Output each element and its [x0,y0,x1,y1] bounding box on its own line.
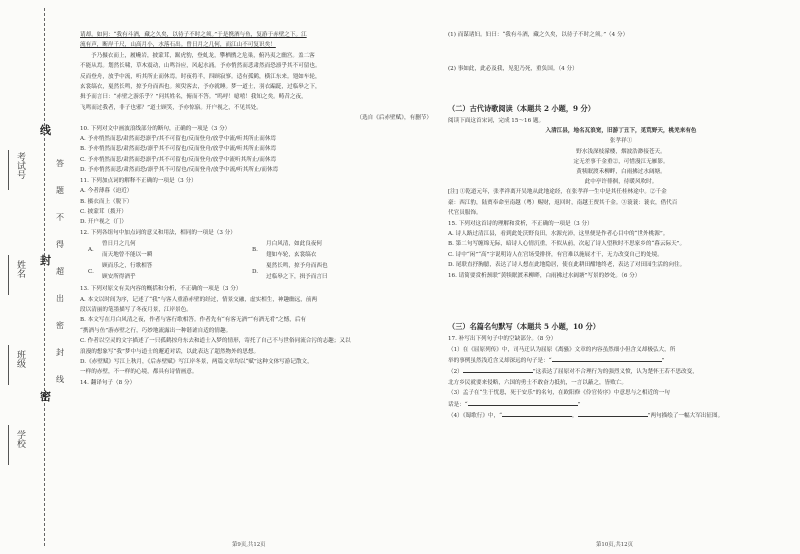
option-pair: 戛然长鸣，掠予舟而西也 过临皋之下，揖予而言曰 [266,263,328,281]
exam-number-label: 考试号 [15,152,25,179]
option: B. 摄衣而上（脱下） [80,198,133,205]
poem-line: 黄犊眠渡禾柳畔，白雨拂过水阔塘。 [576,169,666,176]
seal-instruction: 答 题 不 得 超 出 密 封 线 [56,159,64,384]
binding-margin [0,0,72,554]
fill-blank[interactable] [463,366,533,373]
fill-blank[interactable] [502,410,572,417]
right-column [448,30,794,421]
option: B. 予亦悄然而悲/肃然而恐/凛乎其不可留也/反而登舟/放乎中流/听其所止而休焉 [80,146,277,153]
question-17: 17. 补写出下列句子中的空缺部分。（8 分） [448,336,557,343]
class-label: 班级 [15,350,25,368]
option-pair: 曾日月之几何 而天地曾不能以一瞬 [102,241,153,259]
option: A. 本文以时间为序，记述了“我”与客人重游赤壁的经过，情景交融，虚实相生，神趣幽远，前两 [80,296,318,303]
answer-space [448,75,794,97]
poem-line: 定无差事千金重②，可惜漫江无雁影。 [573,158,669,165]
name-line [8,255,9,295]
fill-item: 举的事例虽然浅近含义却深远的句子是：“ ” [448,355,794,366]
poem-line: 野水浅深枝濛楼，烟波浩渺接苍天。 [576,148,666,155]
question-13: 13. 下列对原文有关内容的概括和分析，不正确的一项是（3 分） [80,286,242,293]
poem-title: 入清江县，地名瓦浪宽，旧游丁丑下，觅荒野天，桃羌来有色 [545,128,697,135]
page-footer-left: 第9页,共12页 [232,542,266,548]
poem-note: 豪：西江豹，陆贾奉命至南越（粤）赐财，返回时，南越王贾其千金。③蓑蓑：蓑衣，借代百 [448,199,678,206]
option: C. 作者以空灵的文字描述了一只孤鹤掠舟东去和道士入梦的情形，寄托了自己不与世俗同流合污的志趣；又以 [80,338,351,345]
fill-item: （3）孟子在“生于忧患，死于安乐”的名句，在欧阳修《伶官传序》中意思与之相近的一句 [448,390,670,397]
q12-options [88,239,432,283]
fill-item: （2） ”这表达了屈原对不合理行为的强烈义愤，认为楚怀王若不思改变， [448,366,794,377]
question-12: 12. 下列各组句中加点词的意义和用法，相同的一项是（3 分） [80,229,236,236]
option: D. 尾联直抒胸臆，表达了诗人想在此地隐居，使在此耕田酣地终老，表达了对田园生活的向往。 [448,262,686,269]
option: “携酒与鱼”游赤壁之行，巧妙地流露出一种谐谑自适的情趣。 [80,327,232,334]
answer-space [448,281,794,315]
option: A. 诗人路过清江县，看到此处沃野良田，水源充沛，这里便是作者心目中的“世外桃源”。 [448,231,669,238]
answer-space [448,40,794,64]
fill-item: 话是：“ ” [448,399,794,410]
passage-source: （选自《后赤壁赋》，有删节） [356,115,432,122]
fill-blank[interactable] [578,410,648,417]
option-pair: 月白风清，如此良夜何 翅如车轮，玄裳缟衣 [266,241,322,259]
option: 浪漫的想象写“我”梦中与道士的邂逅对话，以此表达了超然物外的思想。 [80,348,260,355]
page-footer-right: 第10页,共12页 [596,542,633,548]
fill-blank[interactable] [468,399,578,406]
question-15: 15. 下列对这首诗的理解和赏析，不正确的一项是（3 分） [448,220,593,227]
option-letter: B. [252,246,258,253]
section-title: （二）古代诗歌阅读（本题共 2 小题，9 分） [448,103,595,113]
option: D. 开户视之（门） [80,219,127,226]
passage-line: 流有声，断岸千尺，山高月小，水落石出。曾日月之几何，而江山不可复识矣！ [80,42,276,49]
poem-author: 张孝祥① [609,138,633,145]
poem-note: 代官员服饰。 [448,210,482,217]
seal-mark-xian: 线 [40,124,51,137]
option: B. 第二句写缠绵无际，暗诗人心情沉重，不似从前，次起了诗人望秋时不思家乡的“暮云际天”。 [448,241,686,248]
option: 一样的赤壁，不一样的心境，都具有诗情画意。 [80,369,198,376]
exam-number-line [8,150,9,190]
name-label: 姓名 [15,260,25,278]
option: D. 予亦悄然而悲/肃然而恐/凛乎其不可留也/反而登舟/放乎中流/听其所止/而休焉 [80,167,279,174]
class-line [8,345,9,385]
option: A. 予亦悄然而悲/肃然而恐凛乎/其不可留也/反而登舟/放乎中流/听其所止而休焉 [80,136,277,143]
translation-2: (2) 事如此，此必及我，见犯乃死，重负国。（4 分） [448,66,578,73]
option-letter: D. [252,268,259,275]
option: A. 今者薄暮（迫近） [80,188,133,195]
option-pair: 顾而乐之，行歌相答 顾安所得酒乎 [102,263,153,281]
seal-line [44,8,45,546]
option-letter: C. [88,268,94,275]
passage-line: 揖予而言曰：“赤壁之游乐乎？”问其姓名，俯而不答。“呜呼！噫嘻！我知之矣。畴昔之夜， [80,94,307,101]
left-column [80,30,432,388]
translation-1: (1) 而谋诸妇。妇曰：“我有斗酒，藏之久矣，以待子不时之须。”（4 分） [448,32,629,38]
school-label: 学校 [15,430,25,448]
option-letter: A. [88,246,94,253]
question-14: 14. 翻译句子（8 分） [80,379,136,386]
seal-mark-feng: 封 [40,254,51,267]
question-16: 16. 请简要赏析颈联“黄犊眠渡禾柳畔，白雨拂过水阔塘”写景的妙处。（6 分） [448,272,641,279]
poem-note: [注] ①乾道元年，张孝祥离开吴地从此地途经，在张孝祥一生中是其任桂林途中。②千金 [448,189,667,196]
section-intro: 阅读下面这首宋词，完成 15～16 题。 [448,117,545,124]
question-11: 11. 下列加点词的解释不正确的一项是（3 分） [80,177,197,184]
option: C. 予亦悄然而悲/肃然而恐凛乎/其不可留也/反而登舟/放乎中流听其所止/而休焉 [80,156,277,163]
poem-line: 此中亭许徘徊，待暖风吹时。 [584,179,658,186]
option: D.《赤壁赋》写江上秋月，《后赤壁赋》写江岸冬景，两篇文章均以“赋”这种文体写游记散文， [80,358,313,365]
seal-mark-mi: 密 [40,390,51,403]
option: B. 本文写在月白风清之夜，作者与客行歌相答。作者先有“有客无酒”“有酒无肴”之憾，后有 [80,317,307,324]
section-title: （三）名篇名句默写（本题共 5 小题，10 分） [448,322,600,332]
passage-line: 不能从焉。划然长啸，草木震动，山鸣谷应，风起水涌。予亦悄然而悲肃然而恐凛乎其不可留也。 [80,63,321,70]
question-10: 10. 下列对文中画波浪线部分的断句，正确的一项是（3 分） [80,125,231,132]
passage-line: 飞鸣而过我者，非子也邪？”道士顾笑，予亦惊寤。开户视之，不见其处。 [80,104,262,111]
passage-line: 予乃摄衣而上，履巉岩，披蒙茸，踞虎豹，登虬龙，攀栖鹘之危巢，俯冯夷之幽宫。盖二客 [91,52,315,59]
option: C. 诗中“闲”“高”字说明诗人在官场受排挤，有官难以施展才干，无力改变自己的处境。 [448,251,663,258]
fill-item: （1）在《屈原列传》中，司马迁认为屈原《离骚》文章的内容虽然细小但含义却极弘大，所 [448,346,676,353]
passage-line: 玄裳缟衣，戛然长鸣，掠予舟而西也。须臾客去，予亦就睡。梦一道士，羽衣蹁跹，过临皋之下， [80,84,321,91]
school-line [8,425,9,465]
passage-line: 反而登舟，放乎中流，听其所止而休焉。时夜将半，四顾寂寥。适有孤鹤，横江东来。翅如车轮， [80,73,321,80]
option: 段以清丽的笔墨描写了冬夜月景，江岸景色。 [80,306,192,313]
fill-blank[interactable] [552,355,662,362]
passage-line: 请却。如问：“我有斗酒，藏之久矣，以待子不时之须。”于是携酒与鱼，复游于赤壁之下。江 [80,32,307,38]
fill-item: （4）《蜀歌行》中，“ ， ”两句描绘了一幅大军出征图。 [448,410,794,421]
fill-item: 北方乡民就要来侵略，六国的勇士不敢奋力抵抗，一言以蔽之，皆败亡。 [448,379,628,386]
option: C. 披蒙茸（拨开） [80,208,127,215]
